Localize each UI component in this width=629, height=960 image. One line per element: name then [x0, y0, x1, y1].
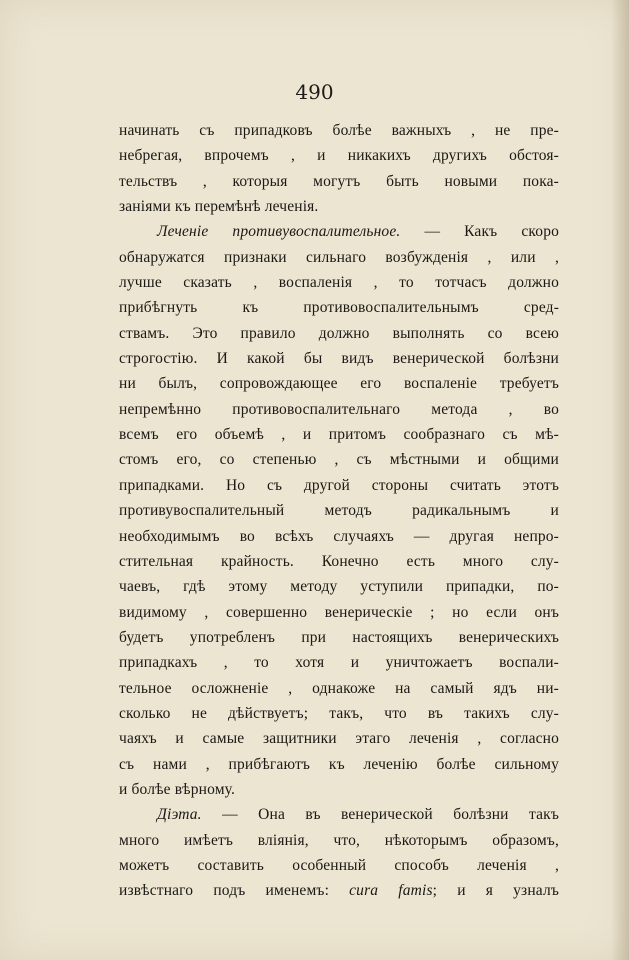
text-line: можетъ составить особенный способъ леченія ,	[119, 856, 559, 874]
text-line: будетъ употребленъ при настоящихъ венерическихъ	[119, 628, 559, 646]
page-edge-shadow	[611, 0, 629, 960]
paragraph-heading-line	[119, 802, 559, 827]
paragraph-heading-line	[119, 219, 559, 244]
text-line: чаевъ, гдѣ этому методу уступили припадки, по-	[119, 578, 559, 596]
body-text	[119, 118, 559, 904]
text-line: тельное осложненіе , однакоже на самый ядъ ни-	[119, 679, 559, 697]
text-line: припадкахъ , то хотя и уничтожаетъ воспали-	[119, 654, 559, 672]
text-line: лучше сказать , воспаленія , то тотчасъ должно	[119, 274, 559, 292]
text-line: необходимымъ во всѣхъ случаяхъ — другая непро-	[119, 527, 559, 545]
text-line: тельствъ , которыя могутъ быть новыми пока-	[119, 172, 559, 190]
text-line: всемъ его объемѣ , и притомъ сообразнаго съ мѣ-	[119, 426, 559, 444]
text-line: начинать съ припадковъ болѣе важныхъ , не пре-	[119, 122, 559, 139]
text-line: стительная крайность. Конечно есть много слу-	[119, 552, 559, 570]
text-line: обнаружатся признаки сильнаго возбужденія , или ,	[119, 248, 559, 266]
text-line: чаяхъ и самые защитники этаго леченія , согласно	[119, 730, 559, 748]
text-line: непремѣнно противовоспалительнаго метода , во	[119, 400, 559, 418]
text-line: строгостію. И какой бы видъ венерической болѣзни	[119, 350, 559, 368]
text-line	[119, 878, 559, 903]
text-fragment: извѣстнаго подъ именемъ:	[119, 882, 350, 900]
text-line: ствамъ. Это правило должно выполнять со всею	[119, 324, 559, 342]
text-line: видимому , совершенно венерическіе ; но если онъ	[119, 603, 559, 621]
text-fragment: — Она въ венерической болѣзни такъ	[201, 806, 559, 824]
page-number: 490	[295, 80, 334, 104]
text-line: прибѣгнуть къ противовоспалительнымъ сред-	[119, 299, 559, 317]
text-line: небрегая, впрочемъ , и никакихъ другихъ обстоя-	[119, 147, 559, 165]
text-line: много имѣетъ вліянія, что, нѣкоторымъ образомъ,	[119, 831, 559, 849]
text-line: заніями къ перемѣнѣ леченія.	[119, 198, 319, 216]
text-fragment: ; и я узналъ	[432, 882, 559, 900]
text-line: сколько не дѣйствуетъ; такъ, что въ такихъ слу-	[119, 704, 559, 722]
text-line: противувоспалительный методъ радикальнымъ и	[119, 502, 559, 520]
text-line: стомъ его, со степенью , съ мѣстными и общими	[119, 451, 559, 469]
text-line: съ нами , прибѣгаютъ къ леченію болѣе сильному	[119, 755, 559, 773]
text-fragment: — Какъ скоро	[400, 223, 559, 241]
text-line: ни былъ, сопровождающее его воспаленіе требуетъ	[119, 375, 559, 393]
text-line: припадками. Но съ другой стороны считать этотъ	[119, 476, 559, 494]
section-heading-diet: Діэта.	[157, 806, 202, 824]
section-heading-treatment: Леченіе противувоспалительное.	[157, 223, 401, 241]
text-line: и болѣе вѣрному.	[119, 780, 236, 798]
latin-term: cura famis	[349, 882, 433, 900]
